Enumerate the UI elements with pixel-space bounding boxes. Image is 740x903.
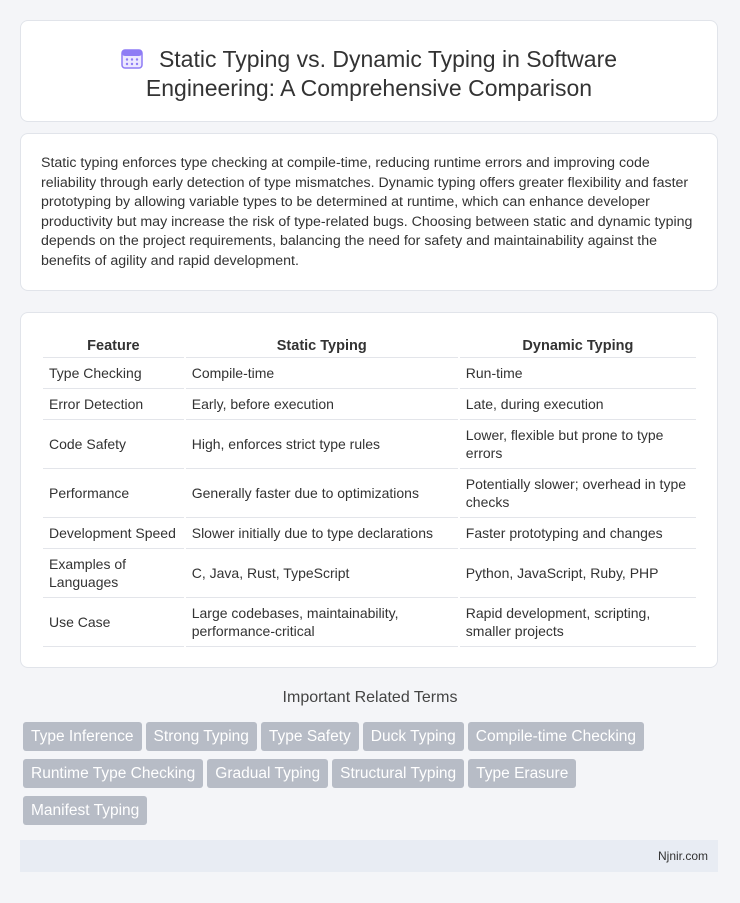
table-row [43, 358, 696, 389]
title-line-1: Static Typing vs. Dynamic Typing in Software [158, 46, 618, 72]
tag-structural-typing[interactable]: Structural Typing [332, 759, 464, 788]
intro-paragraph: Static typing enforces type checking at compile-time, reducing runtime errors and improving code reliability through early detection of type mismatches. Dynamic typing offers greater flexibility and faster prototyping by allowing variable types to be determined at runtime, which can enhance developer productivity but may increase the risk of type-related bugs. Choosing between static and dynamic typing depends on the project requirements, balancing the need for safety and maintainability against the benefits of agility and rapid development. [41, 155, 693, 269]
tag-strong-typing[interactable]: Strong Typing [146, 722, 257, 751]
tag-type-safety[interactable]: Type Safety [261, 722, 359, 751]
comparison-card [20, 312, 718, 668]
cell-static: Compile-time [186, 358, 458, 389]
cell-static: High, enforces strict type rules [186, 420, 458, 469]
tag-duck-typing[interactable]: Duck Typing [363, 722, 464, 751]
footer-brand[interactable]: Njnir.com [657, 849, 708, 863]
cell-feature: Code Safety [43, 420, 184, 469]
table-row [43, 389, 696, 420]
cell-feature: Examples of Languages [43, 549, 184, 598]
cell-feature: Error Detection [43, 389, 184, 420]
tag-type-erasure[interactable]: Type Erasure [468, 759, 576, 788]
cell-static: C, Java, Rust, TypeScript [186, 549, 458, 598]
related-terms-list [23, 722, 723, 833]
tag-gradual-typing[interactable]: Gradual Typing [207, 759, 328, 788]
table-row [43, 469, 696, 518]
cell-static: Slower initially due to type declarations [186, 518, 458, 549]
cell-feature: Development Speed [43, 518, 184, 549]
tag-type-inference[interactable]: Type Inference [23, 722, 142, 751]
header-static: Static Typing [186, 335, 458, 358]
cell-dynamic: Potentially slower; overhead in type checks [460, 469, 696, 518]
cell-dynamic: Late, during execution [460, 389, 696, 420]
title-line-2: Engineering: A Comprehensive Comparison [145, 75, 593, 101]
cell-static: Large codebases, maintainability, performance-critical [186, 598, 458, 647]
table-row [43, 549, 696, 598]
calendar-icon [121, 47, 143, 69]
header-dynamic: Dynamic Typing [460, 335, 696, 358]
cell-dynamic: Run-time [460, 358, 696, 389]
table-header-row [43, 335, 696, 358]
cell-feature: Use Case [43, 598, 184, 647]
tag-runtime-type-checking[interactable]: Runtime Type Checking [23, 759, 203, 788]
cell-dynamic: Lower, flexible but prone to type errors [460, 420, 696, 469]
tag-manifest-typing[interactable]: Manifest Typing [23, 796, 147, 825]
related-terms-heading: Important Related Terms [282, 689, 458, 706]
cell-dynamic: Rapid development, scripting, smaller projects [460, 598, 696, 647]
header-feature: Feature [43, 335, 184, 358]
cell-static: Generally faster due to optimizations [186, 469, 458, 518]
cell-dynamic: Faster prototyping and changes [460, 518, 696, 549]
table-row [43, 518, 696, 549]
tag-compile-time-checking[interactable]: Compile-time Checking [468, 722, 644, 751]
comparison-table [41, 335, 698, 647]
table-row [43, 598, 696, 647]
cell-static: Early, before execution [186, 389, 458, 420]
cell-feature: Performance [43, 469, 184, 518]
footer [20, 840, 718, 872]
page-title [61, 45, 677, 103]
title-card [20, 20, 718, 122]
cell-dynamic: Python, JavaScript, Ruby, PHP [460, 549, 696, 598]
cell-feature: Type Checking [43, 358, 184, 389]
intro-card [20, 133, 718, 291]
table-row [43, 420, 696, 469]
